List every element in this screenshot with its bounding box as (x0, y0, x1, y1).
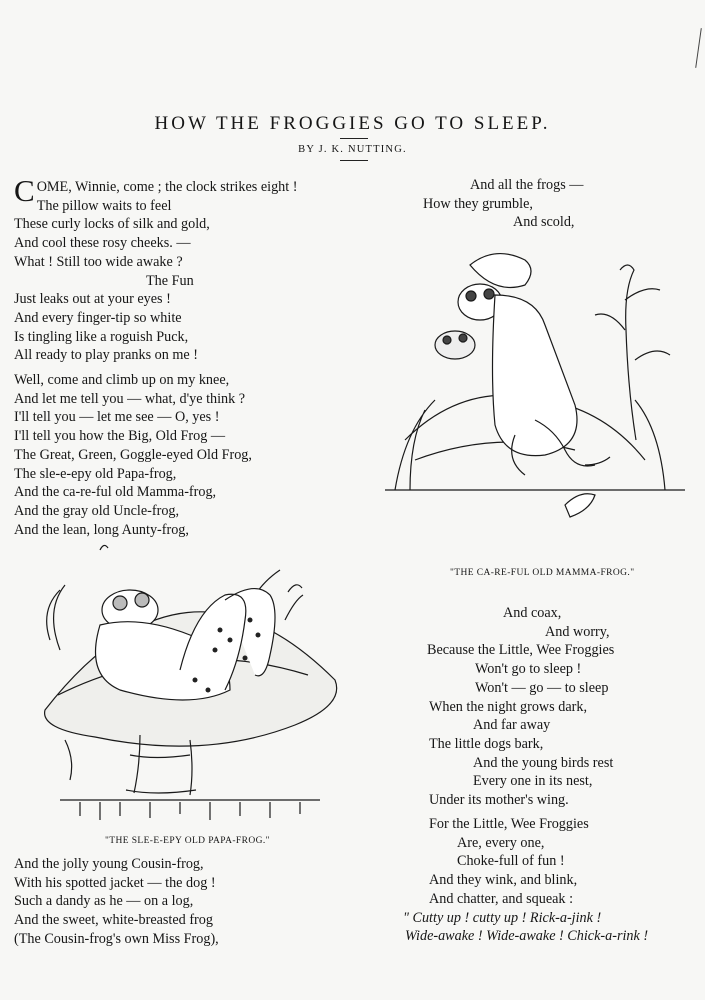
poem-line: These curly locks of silk and gold, (14, 216, 210, 233)
poem-line: And coax, (503, 605, 562, 621)
poem-line: Because the Little, Wee Froggies (427, 642, 615, 659)
stanza-2 (14, 371, 344, 539)
poem-line: Choke-full of fun ! (457, 853, 565, 870)
poem-line: The Great, Green, Goggle-eyed Old Frog, (14, 446, 252, 463)
poem-line: OME, Winnie, come ; the clock strikes eight ! (36, 179, 298, 195)
poem-line: Are, every one, (457, 834, 545, 851)
poem-line: The sle-e-epy old Papa-frog, (14, 465, 177, 482)
poem-line: For the Little, Wee Froggies (429, 816, 589, 832)
drop-cap: C (14, 173, 35, 208)
poem-line: All ready to play pranks on me ! (14, 347, 198, 364)
poem-line: Just leaks out at your eyes ! (14, 291, 171, 308)
poem-line: With his spotted jacket — the dog ! (14, 874, 216, 891)
stanza-6 (395, 815, 695, 946)
poem-line: And the sweet, white-breasted frog (14, 912, 213, 929)
poem-line: And the lean, long Aunty-frog, (14, 521, 189, 538)
poem-title: HOW THE FROGGIES GO TO SLEEP. (154, 113, 551, 134)
poem-line: When the night grows dark, (429, 698, 587, 715)
poem-line: I'll tell you — let me see — O, yes ! (14, 409, 220, 426)
poem-line: " Cutty up ! cutty up ! Rick-a-jink ! (403, 909, 602, 926)
poem-line: And the young birds rest (473, 754, 614, 771)
caption-mamma-frog: "THE CA-RE-FUL OLD MAMMA-FROG." (450, 568, 635, 578)
poem-line: And cool these rosy cheeks. — (14, 235, 191, 252)
poem-line: And let me tell you — what, d'ye think ? (14, 390, 246, 407)
title-rule-bottom (340, 160, 368, 161)
mamma-frog-illustration (385, 240, 685, 550)
title-rule-top (340, 138, 368, 139)
poem-line: Well, come and climb up on my knee, (14, 372, 230, 388)
stanza-4 (395, 176, 695, 232)
poem-line: Won't — go — to sleep (475, 679, 609, 696)
poem-line: The pillow waits to feel (36, 197, 172, 214)
poem-line: Is tingling like a roguish Puck, (14, 328, 189, 345)
poem-line: What ! Still too wide awake ? (14, 253, 183, 270)
stanza-1 (14, 173, 344, 365)
poem-line: And the jolly young Cousin-frog, (14, 856, 204, 872)
poem-line: And every finger-tip so white (14, 309, 182, 326)
poem-line: The Fun (146, 272, 194, 289)
poem-line: Every one in its nest, (473, 773, 593, 790)
poem-line: And scold, (513, 214, 575, 231)
poem-line: And worry, (545, 623, 610, 640)
poem-line: Such a dandy as he — on a log, (14, 893, 194, 910)
stanza-5 (395, 604, 695, 810)
poem-line: (The Cousin-frog's own Miss Frog), (14, 930, 219, 947)
poem-line: And they wink, and blink, (429, 872, 578, 889)
caption-papa-frog: "THE SLE-E-EPY OLD PAPA-FROG." (105, 836, 270, 846)
poem-line: And the ca-re-ful old Mamma-frog, (14, 484, 217, 501)
poem-line: Wide-awake ! Wide-awake ! Chick-a-rink ! (405, 928, 649, 945)
page-edge-mark (695, 28, 702, 68)
poem-line: How they grumble, (423, 195, 533, 212)
poem-line: And the gray old Uncle-frog, (14, 502, 180, 519)
poem-line: Under its mother's wing. (429, 792, 569, 809)
poem-line: I'll tell you how the Big, Old Frog — (14, 428, 226, 445)
byline: BY J. K. NUTTING. (298, 144, 407, 155)
papa-frog-illustration (30, 540, 345, 830)
poem-line: Won't go to sleep ! (475, 661, 582, 678)
poem-line: And far away (473, 717, 551, 734)
stanza-3 (14, 855, 344, 949)
poem-line: And all the frogs — (470, 177, 584, 193)
poem-line: And chatter, and squeak : (429, 890, 574, 907)
poem-line: The little dogs bark, (429, 735, 544, 752)
